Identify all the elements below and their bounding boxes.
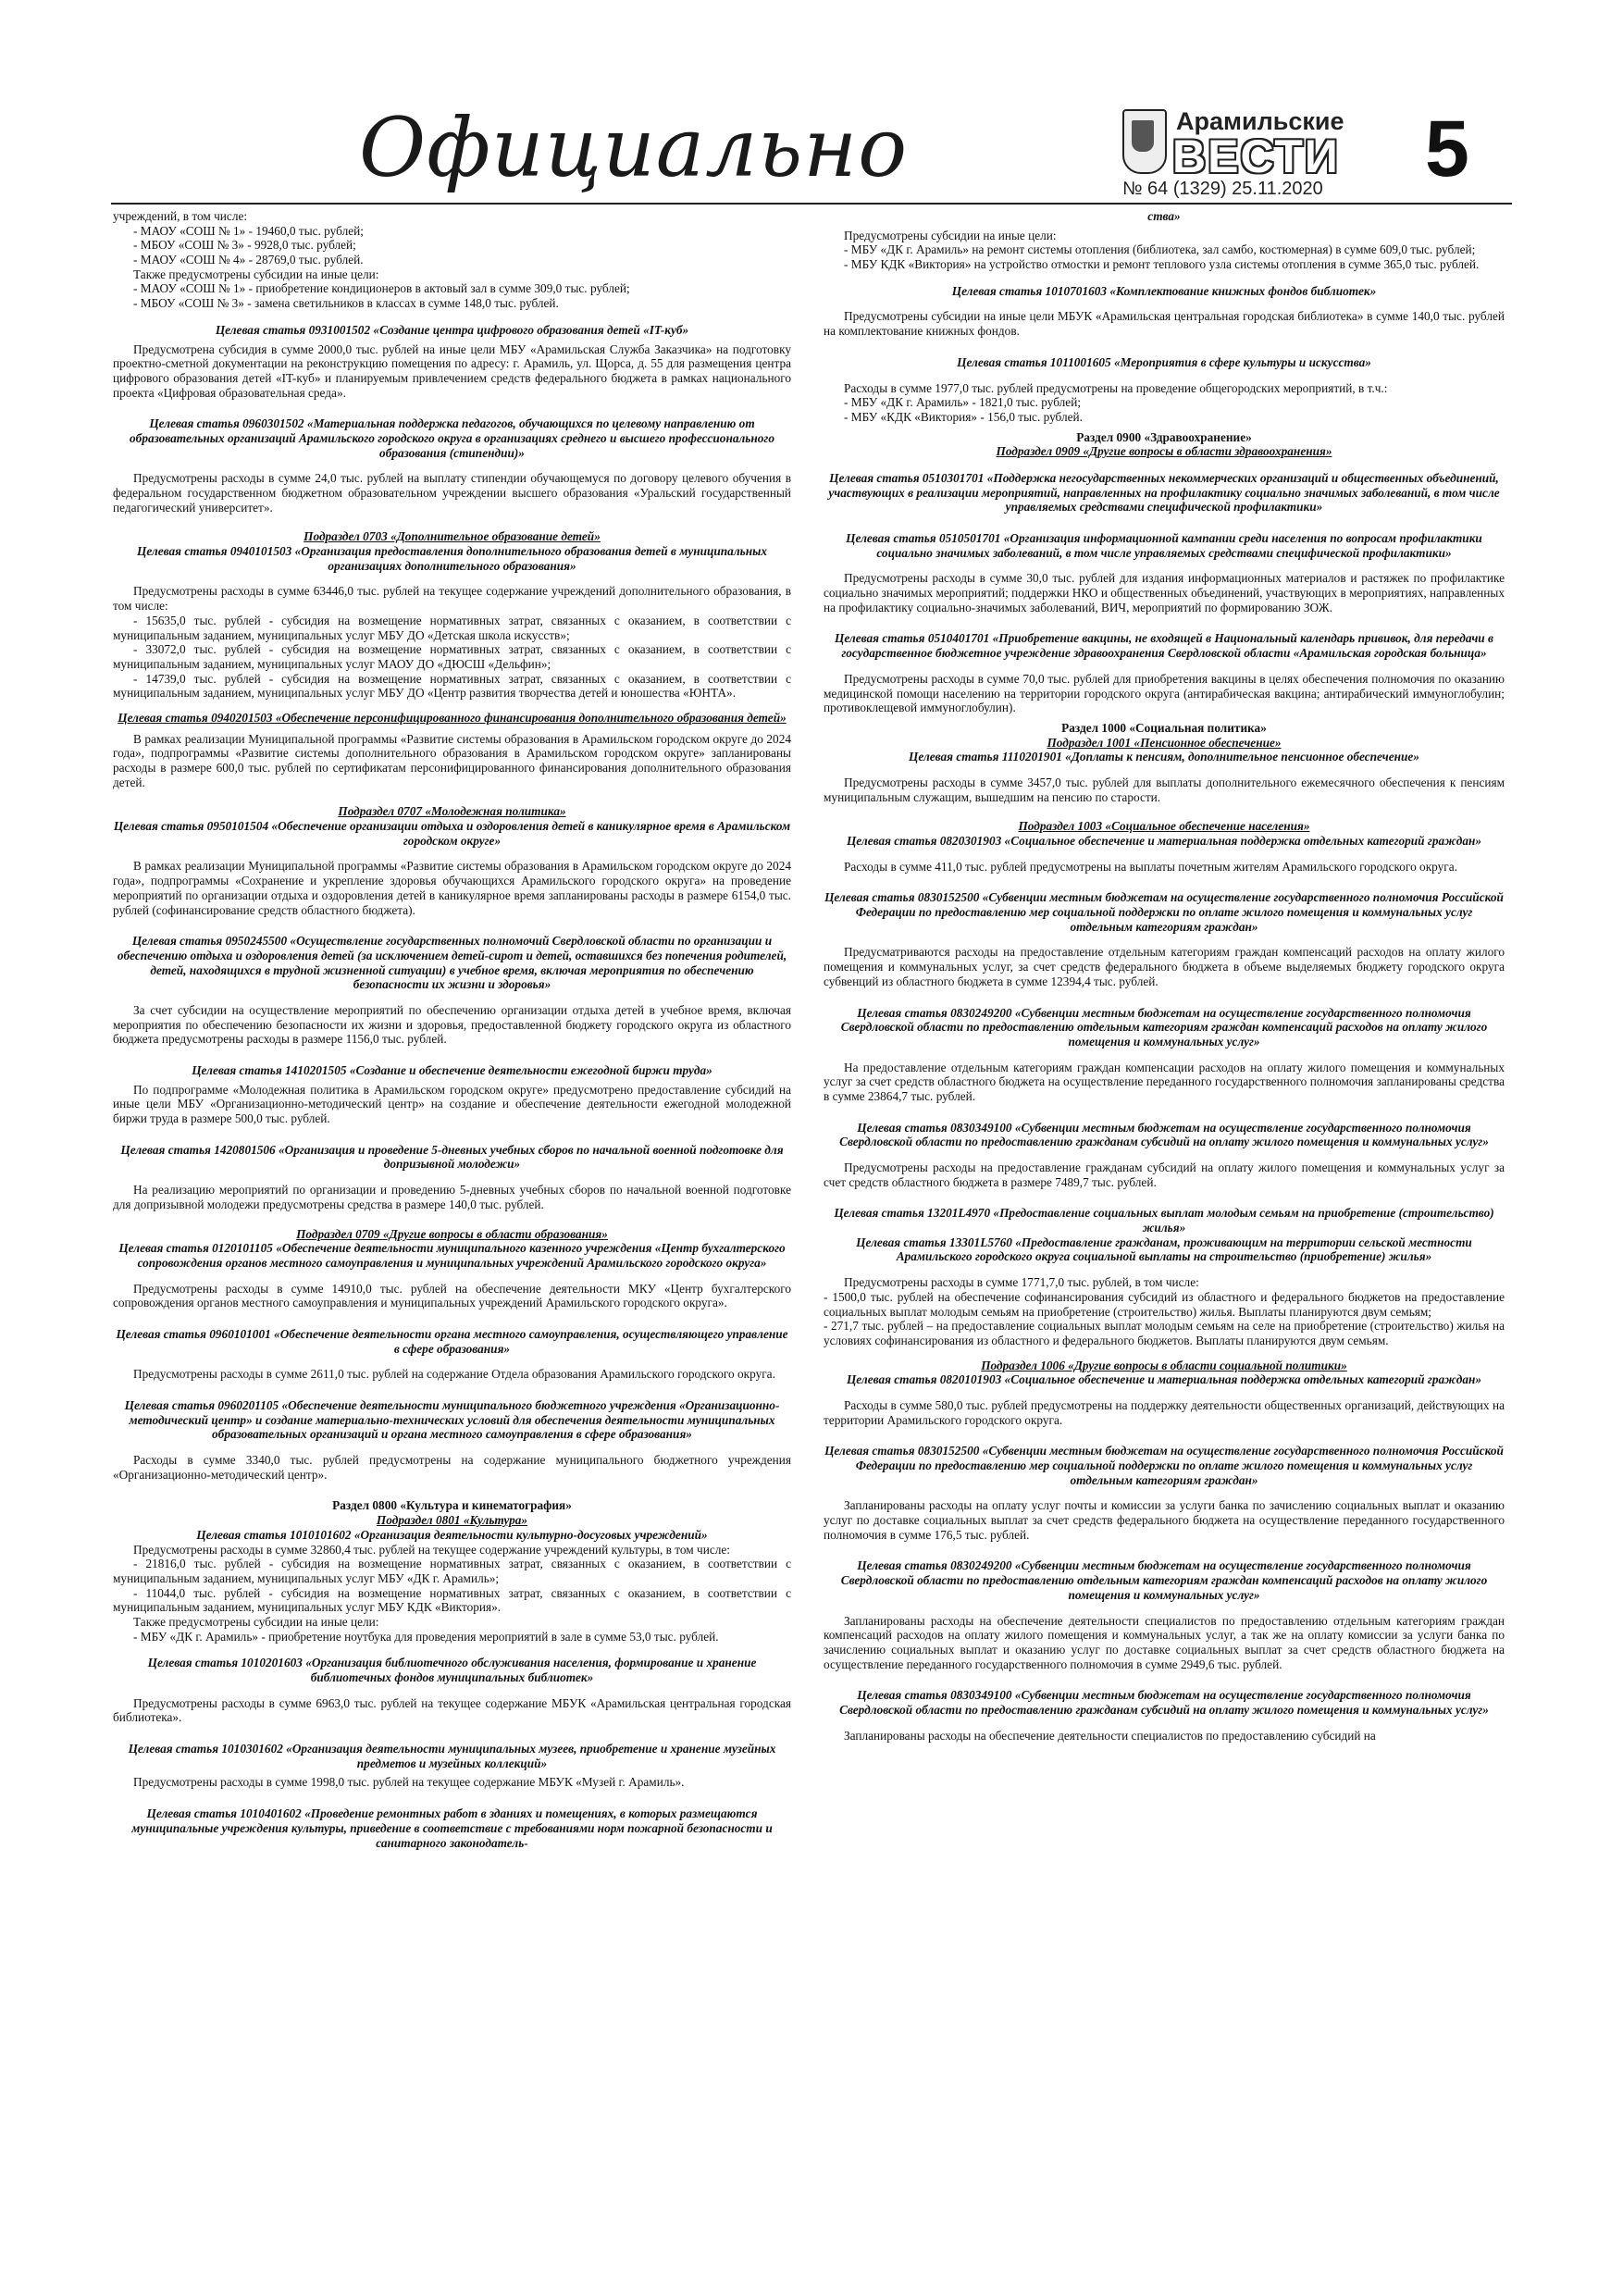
text-line: - МБОУ «СОШ № 3» - замена светильников в классах в сумме 148,0 тыс. рублей.	[133, 296, 559, 311]
text-line: - МБУ «ДК г. Арамиль» - приобретение ноутбука для проведения мероприятий в зале в сумме 53,0 тыс. рублей.	[133, 1629, 719, 1644]
article-heading: Целевая статья 0950101504 «Обеспечение организации отдыха и оздоровления детей в каникулярное время в Арамильском городском округе»	[113, 819, 791, 848]
article-heading: Целевая статья 0830152500 «Субвенции местным бюджетам на осуществление государственного полномочия Российской Федерации по предоставлению мер социальной поддержки по оплате жилого помещения и коммунальных услуг отдельным категориям граждан»	[824, 890, 1504, 934]
text-line: Также предусмотрены субсидии на иные цели:	[133, 1614, 379, 1629]
paragraph	[824, 229, 1505, 272]
text-line: - МБУ «ДК г. Арамиль» на ремонт системы отопления (библиотека, зал самбо, костюмерная) в сумме 609,0 тыс. рублей;	[844, 242, 1476, 257]
article-heading: Целевая статья 0830152500 «Субвенции местным бюджетам на осуществление государственного полномочия Российской Федерации по предоставлению мер социальной поддержки по оплате жилого помещения и коммунальных услуг отдельным категориям граждан»	[824, 1444, 1504, 1487]
article-heading: Целевая статья 1010701603 «Комплектование книжных фондов библиотек»	[951, 283, 1377, 298]
text-line: - МБОУ «СОШ № 3» - 9928,0 тыс. рублей;	[133, 238, 356, 253]
section-heading: Раздел 1000 «Социальная политика»	[1061, 720, 1267, 735]
text-line: - 1500,0 тыс. рублей на обеспечение софинансирования субсидий из областного и федерального бюджетов на предоставление социальных выплат молодым семьям на приобретение (строительство) жилья. Выплаты планируются двум семьям;	[824, 1289, 1505, 1319]
article-heading: Целевая статья 0510301701 «Поддержка негосударственных некоммерческих организаций и общественных объединений, участвующих в реализации мероприятий, направленных на профилактику социально значимых заболеваний, в том числе управляемых средствами специфической профилактики»	[828, 470, 1500, 515]
paragraph	[113, 1543, 791, 1644]
subsection-heading: Подраздел 0707 «Молодежная политика»	[338, 804, 566, 819]
article-heading: Целевая статья 0510401701 «Приобретение вакцины, не входящей в Национальный календарь прививок, для передачи в государственное бюджетное учреждение здравоохранения Свердловской области «Арамильская городская больница»	[835, 631, 1493, 661]
article-heading: Целевая статья 0960301502 «Материальная поддержка педагогов, обучающихся по целевому направлению от образовательных организаций Арамильского городского округа в организациях среднего и высшего профессионального образования (стипендии)»	[130, 416, 774, 460]
text-line: - МАОУ «СОШ № 1» - приобретение кондиционеров в актовый зал в сумме 309,0 тыс. рублей;	[133, 281, 630, 296]
article-heading: Целевая статья 0820301903 «Социальное обеспечение и материальная поддержка отдельных категорий граждан»	[846, 834, 1482, 848]
paragraph: Запланированы расходы на обеспечение деятельности специалистов по предоставлению отдельным категориям граждан компенсаций расходов на оплату жилого помещения и коммунальных услуг, а так же на оплату комиссии за услуги банка по зачислению социальных выплат и оказанию услуг по доставке социальных выплат за счет средств областного бюджета на осуществление переданного государственного полномочия в сумме 2949,6 тыс. рублей.	[824, 1613, 1505, 1671]
article-heading: Целевая статья 0940101503 «Организация предоставления дополнительного образования детей в муниципальных организациях дополнительного образования»	[137, 544, 767, 573]
paragraph: Предусмотрены расходы на предоставление гражданам субсидий на оплату жилого помещения и коммунальных услуг за счет средств областного бюджета в размере 7489,7 тыс. рублей.	[824, 1160, 1505, 1189]
article-heading: Целевая статья 0830349100 «Субвенции местным бюджетам на осуществление государственного полномочия Свердловской области по предоставлению гражданам субсидий на оплату жилого помещения и коммунальных услуг»	[839, 1120, 1489, 1149]
text-line: - МАОУ «СОШ № 4» - 28769,0 тыс. рублей.	[133, 253, 364, 267]
paragraph	[113, 209, 791, 311]
paragraph: Предусмотрены субсидии на иные цели МБУК «Арамильская центральная городская библиотека» в сумме 140,0 тыс. рублей на комплектование книжных фондов.	[824, 309, 1505, 339]
section-heading: Раздел 0900 «Здравоохранение»	[1076, 429, 1252, 444]
text-line: - МБУ КДК «Виктория» на устройство отмостки и ремонт теплового узла системы отопления в сумме 365,0 тыс. рублей.	[844, 257, 1480, 272]
article-heading: Целевая статья 0830249200 «Субвенции местным бюджетам на осуществление государственного полномочия Свердловской области по предоставлению отдельным категориям граждан компенсаций расходов на оплату жилого помещения и коммунальных услуг»	[840, 1005, 1488, 1049]
text-line: - 271,7 тыс. рублей – на предоставление социальных выплат молодым семьям на селе на приобретение (строительство) жилья на условиях софинансирования из областного и федерального бюджетов. Выплаты планируются двум семьям.	[824, 1319, 1505, 1347]
article-heading: Целевая статья 0960101001 «Обеспечение деятельности органа местного самоуправления, осуществляющего управление в сфере образования»	[116, 1326, 788, 1356]
page-header	[0, 0, 1623, 199]
text-line: Предусмотрены расходы в сумме 32860,4 тыс. рублей на текущее содержание учреждений культуры, в том числе:	[133, 1542, 730, 1557]
paragraph: Предусмотрены расходы в сумме 24,0 тыс. рублей на выплату стипендии обучающемуся по договору целевого обучения в федеральном государственном бюджетном образовательном учреждении высшего образования «Уральский государственный педагогический университет».	[113, 471, 791, 515]
article-heading: Целевая статья 0510501701 «Организация информационной кампании среди населения по вопросам профилактики социально значимых заболеваний, в том числе управляемых средствами специфической профилактики»	[846, 531, 1482, 560]
paragraph: В рамках реализации Муниципальной программы «Развитие системы образования в Арамильском городском округе до 2024 года», подпрограммы «Развитие системы дополнительного образования в Арамильском городском округе» запланированы расходы в размере 600,0 тыс. рублей по сертификатам персонифицированного финансирования дополнительного образования детей.	[113, 731, 791, 789]
subsection-heading: Подраздел 1001 «Пенсионное обеспечение»	[1047, 735, 1282, 750]
paragraph: Расходы в сумме 580,0 тыс. рублей предусмотрены на поддержку деятельности общественных организаций, действующих на территории Арамильского городского округа.	[824, 1397, 1505, 1427]
article-heading: Целевая статья 1010101602 «Организация деятельности культурно-досуговых учреждений»	[196, 1527, 708, 1542]
paragraph: На предоставление отдельным категориям граждан компенсации расходов на оплату жилого помещения и коммунальных услуг за счет средств областного бюджета на осуществление переданного государственного полномочия запланированы средства в сумме 23864,7 тыс. рублей.	[824, 1060, 1505, 1103]
text-line: Предусмотрены расходы в сумме 63446,0 тыс. рублей на текущее содержание учреждений дополнительного образования, в том числе:	[113, 584, 791, 614]
paragraph: Предусмотрены расходы в сумме 2611,0 тыс. рублей на содержание Отдела образования Арамильского городского округа.	[133, 1367, 775, 1382]
text-line: - 11044,0 тыс. рублей - субсидия на возмещение нормативных затрат, связанных с оказанием, в соответствии с муниципальным заданием, муниципальных услуг МБУ КДК «Виктория».	[113, 1585, 791, 1615]
paragraph: Запланированы расходы на обеспечение деятельности специалистов по предоставлению субсидий на	[844, 1728, 1376, 1743]
subsection-heading: Подраздел 0801 «Культура»	[376, 1513, 528, 1528]
article-heading: Целевая статья 13201L4970 «Предоставление социальных выплат молодым семьям на приобретение (строительство) жилья»	[834, 1206, 1494, 1235]
text-line: - МБУ «КДК «Виктория» - 156,0 тыс. рублей.	[844, 409, 1083, 424]
article-heading: Целевая статья 1410201505 «Создание и обеспечение деятельности ежегодной биржи труда»	[192, 1063, 712, 1077]
paragraph	[824, 381, 1505, 425]
article-heading: Целевая статья 0120101105 «Обеспечение деятельности муниципального казенного учреждения «Центр бухгалтерского сопровождения органов местного самоуправления и муниципальных учреждений Арамильского городского округа»	[118, 1241, 786, 1270]
text-line: Предусмотрены субсидии на иные цели:	[844, 228, 1057, 242]
subsection-heading: Подраздел 0703 «Дополнительное образование детей»	[304, 529, 601, 544]
article-heading: ства»	[1147, 209, 1181, 223]
subsection-heading: Подраздел 0909 «Другие вопросы в области здравоохранения»	[996, 444, 1332, 459]
article-heading: Целевая статья 0960201105 «Обеспечение деятельности муниципального бюджетного учреждения «Организационно-методический центр» и создание материально-технических условий для обеспечения деятельности муниципальных образовательных организаций и органа местного самоуправления в сфере образования»	[124, 1398, 780, 1442]
logo-title: ВЕСТИ	[1172, 130, 1340, 182]
right-column	[824, 209, 1505, 1747]
coat-of-arms-icon	[1122, 109, 1167, 174]
paragraph	[824, 1275, 1505, 1347]
subsection-heading: Подраздел 1006 «Другие вопросы в области социальной политики»	[981, 1358, 1347, 1372]
page-number: 5	[1425, 105, 1469, 193]
text-line: - 15635,0 тыс. рублей - субсидия на возмещение нормативных затрат, связанных с оказанием, в соответствии с муниципальным заданием, муниципальных услуг МБУ ДО «Детская школа искусств»;	[113, 613, 791, 642]
text-line: - 21816,0 тыс. рублей - субсидия на возмещение нормативных затрат, связанных с оказанием, в соответствии с муниципальным заданием, муниципальных услуг МБУ «ДК г. Арамиль»;	[113, 1557, 791, 1585]
text-line: Также предусмотрены субсидии на иные цели:	[133, 267, 379, 281]
section-heading: Раздел 0800 «Культура и кинематография»	[332, 1498, 572, 1513]
paragraph: По подпрограмме «Молодежная политика в Арамильском городском округе» предусмотрено предоставление субсидий на иные цели МБУ «Организационно-методический центр» на создание и обеспечение деятельности ежегодной молодежной биржи труда в размере 500,0 тыс. рублей.	[113, 1082, 791, 1126]
article-heading: Целевая статья 0830249200 «Субвенции местным бюджетам на осуществление государственного полномочия Свердловской области по предоставлению отдельным категориям граждан компенсаций расходов на оплату жилого помещения и коммунальных услуг»	[840, 1558, 1488, 1602]
paragraph: Запланированы расходы на оплату услуг почты и комиссии за услуги банка по зачислению социальных выплат и оказанию услуг по доставке социальных выплат за счет средств федерального бюджета на осуществление переданного государственного полномочия в сумме 176,5 тыс. рублей.	[824, 1498, 1505, 1542]
text-line: Расходы в сумме 1977,0 тыс. рублей предусмотрены на проведение общегородских мероприятий, в т.ч.:	[844, 380, 1388, 395]
article-heading: Целевая статья 1010201603 «Организация библиотечного обслуживания населения, формирование и хранение библиотечных фондов муниципальных библиотек»	[147, 1656, 757, 1684]
article-heading: Целевая статья 1011001605 «Мероприятия в сфере культуры и искусства»	[957, 354, 1371, 369]
paragraph: Предусмотрены расходы в сумме 3457,0 тыс. рублей для выплаты дополнительного ежемесячного обеспечения к пенсиям муниципальным служащим, вышедшим на пенсию по старости.	[824, 775, 1505, 804]
header-divider	[111, 203, 1512, 205]
article-heading: Целевая статья 1010301602 «Организация деятельности муниципальных музеев, приобретение и хранение музейных предметов и музейных коллекций»	[128, 1742, 776, 1770]
paragraph: За счет субсидии на осуществление мероприятий по обеспечению организации отдыха детей в учебное время, включая мероприятия по обеспечению безопасности их жизни и здоровья, предоставленной бюджету городского округа из областного бюджета предусмотрены расходы в размере 1156,0 тыс. рублей.	[113, 1002, 791, 1047]
text-line: - МБУ «ДК г. Арамиль» - 1821,0 тыс. рублей;	[844, 395, 1082, 410]
subsection-heading: Подраздел 0709 «Другие вопросы в области образования»	[296, 1226, 608, 1241]
paragraph: Предусмотрены расходы в сумме 14910,0 тыс. рублей на обеспечение деятельности МКУ «Центр бухгалтерского сопровождения органов местного самоуправления и муниципальных учреждений Арамильского городского округа».	[113, 1281, 791, 1310]
text-line: Предусмотрены расходы в сумме 1771,7,0 тыс. рублей, в том числе:	[844, 1275, 1199, 1290]
article-heading: Целевая статья 1010401602 «Проведение ремонтных работ в зданиях и помещениях, в которых размещаются муниципальные учреждения культуры, приведение в соответствие с требованиями норм пожарной безопасности и санитарного законодатель-	[131, 1806, 773, 1850]
article-heading: Целевая статья 0830349100 «Субвенции местным бюджетам на осуществление государственного полномочия Свердловской области по предоставлению гражданам субсидий на оплату жилого помещения и коммунальных услуг»	[839, 1688, 1489, 1717]
paragraph: Предусмотрены расходы в сумме 1998,0 тыс. рублей на текущее содержание МБУК «Музей г. Арамиль».	[133, 1775, 685, 1790]
paragraph: Расходы в сумме 3340,0 тыс. рублей предусмотрены на содержание муниципального бюджетного учреждения «Организационно-методический центр».	[113, 1453, 791, 1482]
paragraph: Предусмотрена субсидия в сумме 2000,0 тыс. рублей на иные цели МБУ «Арамильская Служба Заказчика» на подготовку проектно-сметной документации на реконструкцию помещения по адресу: г. Арамиль, ул. Щорса, д. 55 для размещения центра цифрового образования детей «IT-куб» и планируемым привлечением средств федерального бюджета в рамках национального проекта «Цифровая образовательная среда».	[113, 341, 791, 400]
article-heading: Целевая статья 13301L5760 «Предоставление гражданам, проживающим на территории сельской местности Арамильского городского округа социальной выплаты на строительство (приобретение) жилья»	[856, 1235, 1472, 1264]
article-heading: Целевая статья 0940201503 «Обеспечение персонифицированного финансирования дополнительного образования детей»	[118, 710, 787, 725]
article-heading: Целевая статья 0950245500 «Осуществление государственных полномочий Свердловской области по организации и обеспечению отдыха и оздоровления детей (за исключением детей-сирот и детей, оставшихся без попечения родителей, детей, находящихся в трудной жизненной ситуации) в учебное время, включая мероприятия по обеспечению безопасности их жизни и здоровья»	[117, 934, 787, 992]
article-heading: Целевая статья 1110201901 «Доплаты к пенсиям, дополнительное пенсионное обеспечение»	[909, 750, 1419, 764]
text-line: - МАОУ «СОШ № 1» - 19460,0 тыс. рублей;	[133, 223, 364, 238]
article-heading: Целевая статья 0931001502 «Создание центра цифрового образования детей «IT-куб»	[215, 322, 689, 337]
text-line: - 14739,0 тыс. рублей - субсидия на возмещение нормативных затрат, связанных с оказанием, в соответствии с муниципальным заданием, муниципальных услуг МБУ ДО «Центр развития творчества детей и юношества «ЮНТА».	[113, 671, 791, 701]
text-line: - 33072,0 тыс. рублей - субсидия на возмещение нормативных затрат, связанных с оказанием, в соответствии с муниципальным заданием, муниципальных услуг МАОУ ДО «ДЮСШ «Дельфин»;	[113, 642, 791, 671]
article-heading: Целевая статья 0820101903 «Социальное обеспечение и материальная поддержка отдельных категорий граждан»	[846, 1372, 1482, 1387]
paragraph	[113, 584, 791, 701]
section-title: Официально	[359, 100, 909, 195]
logo-subtitle: Арамильские	[1176, 107, 1344, 135]
paragraph: Предусматриваются расходы на предоставление отдельным категориям граждан компенсаций расходов на оплату жилого помещения и коммунальных услуг, за счет средств федерального бюджета в объеме выделяемых бюджету городского округа субвенций из областного бюджета в сумме 12394,4 тыс. рублей.	[824, 945, 1505, 988]
paragraph: Предусмотрены расходы в сумме 6963,0 тыс. рублей на текущее содержание МБУК «Арамильская центральная городская библиотека».	[113, 1695, 791, 1725]
issue-info: № 64 (1329) 25.11.2020	[1122, 179, 1323, 199]
subsection-heading: Подраздел 1003 «Социальное обеспечение населения»	[1018, 819, 1310, 834]
paragraph: Расходы в сумме 411,0 тыс. рублей предусмотрены на выплаты почетным жителям Арамильского городского округа.	[844, 859, 1457, 874]
article-heading: Целевая статья 1420801506 «Организация и проведение 5-дневных учебных сборов по начальной военной подготовке для допризывной молодежи»	[120, 1142, 784, 1172]
text-line: учреждений, в том числе:	[113, 209, 248, 223]
newspaper-logo	[1122, 104, 1344, 182]
paragraph: В рамках реализации Муниципальной программы «Развитие системы образования в Арамильском городском округе до 2024 года», подпрограммы «Сохранение и укрепление здоровья обучающихся Арамильского городского округа» на проведение мероприятий по организации отдыха и оздоровления детей в каникулярное время запланированы расходы в размере 6154,0 тыс. рублей (софинансирование средств областного бюджета).	[113, 859, 791, 917]
paragraph: На реализацию мероприятий по организации и проведению 5-дневных учебных сборов по начальной военной подготовке для допризывной молодежи предусмотрены средства в размере 140,0 тыс. рублей.	[113, 1183, 791, 1211]
paragraph: Предусмотрены расходы в сумме 70,0 тыс. рублей для приобретения вакцины в целях обеспечения полномочия по оказанию медицинской помощи населению на территории городского округа (антирабическая вакцина; антирабический иммуноглобулин; противоклещевой иммуноглобулин).	[824, 671, 1505, 715]
paragraph: Предусмотрены расходы в сумме 30,0 тыс. рублей для издания информационных материалов и растяжек по профилактике социально значимых мероприятий; поддержки НКО и общественных объединений, участвующих в мероприятиях, направленных на профилактику социально-значимых заболеваний, ВИЧ, мероприятий по формированию ЗОЖ.	[824, 571, 1505, 614]
left-column	[113, 209, 791, 1855]
